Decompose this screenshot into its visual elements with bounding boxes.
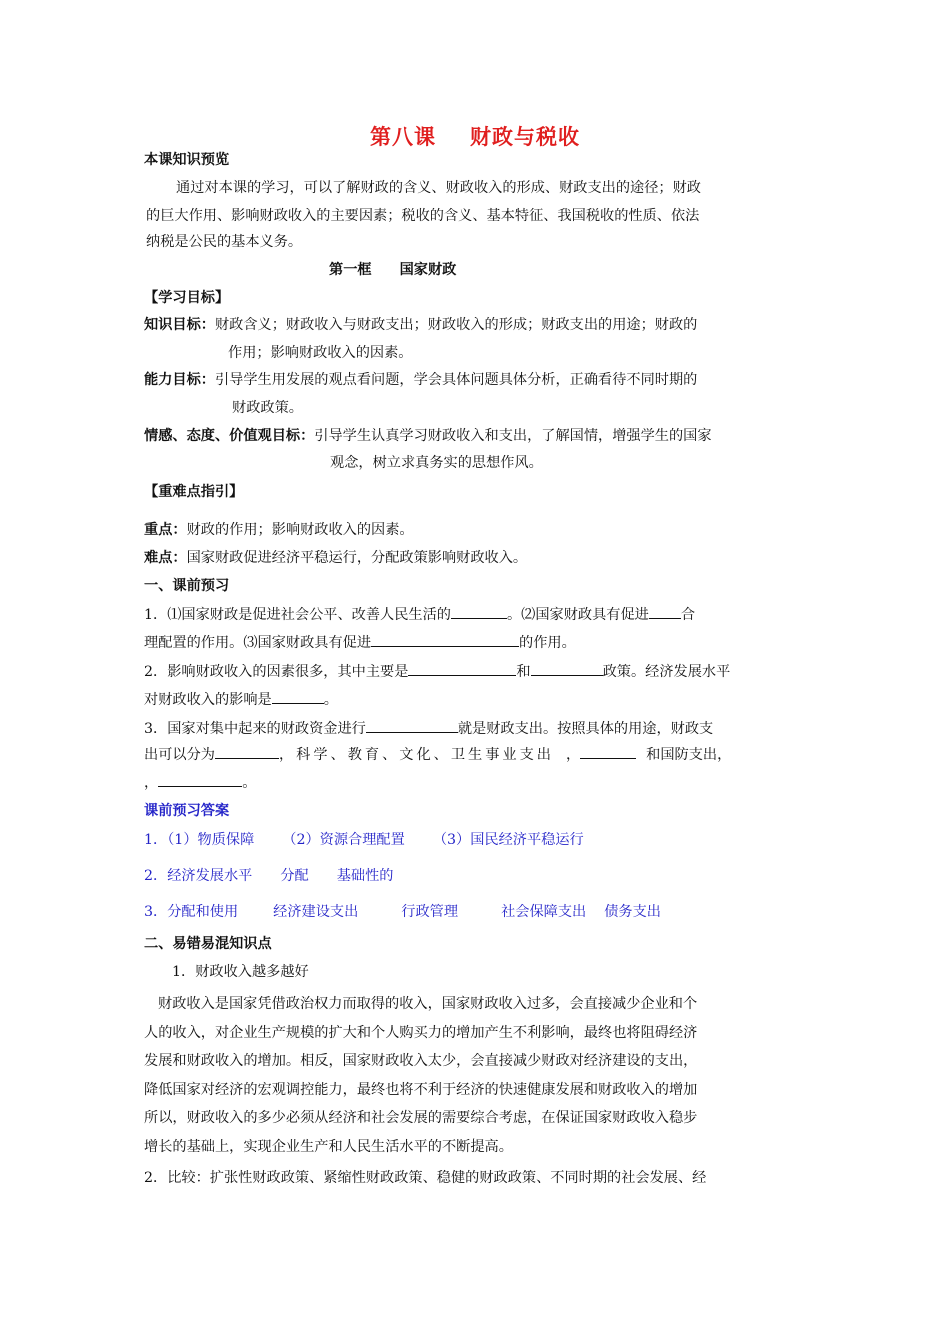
question-text: 2．影响财政收入的因素很多，其中主要是 — [144, 664, 409, 680]
emotion-goal-label: 情感、态度、价值观目标： — [144, 428, 315, 444]
answer-text: 1． — [144, 832, 168, 848]
question-text: ， — [144, 775, 159, 791]
question-1-line-1 — [144, 604, 695, 625]
difficulty-line — [144, 548, 527, 568]
knowledge-goal-line-2: 作用；影响财政收入的因素。 — [228, 345, 413, 361]
emotion-goal-line-2: 观念，树立求真务实的思想作风。 — [330, 455, 543, 471]
answer-text: （2）资源合理配置 — [282, 832, 405, 848]
answer-blank[interactable] — [580, 744, 636, 759]
question-text: 理配置的作用。⑶国家财政具有促进 — [144, 635, 372, 651]
question-text: 3．国家对集中起来的财政资金进行 — [144, 721, 366, 737]
lesson-topic: 财政与税收 — [470, 125, 580, 149]
answer-blank[interactable] — [649, 604, 681, 619]
emotion-goal-line — [144, 426, 712, 446]
answer-text: 分配 — [280, 868, 309, 884]
question-text: 。⑵国家财政具有促进 — [506, 607, 649, 623]
ability-goal-line — [144, 370, 697, 390]
question-text: 出可以分为 — [144, 747, 215, 763]
answers-heading: 课前预习答案 — [144, 803, 230, 819]
mistake-item-1-line: 发展和财政收入的增加。相反，国家财政收入太少，会直接减少财政对经济建设的支出， — [144, 1053, 698, 1069]
mistake-item-1-line: 人的收入，对企业生产规模的扩大和个人购买力的增加产生不利影响，最终也将阻碍经济 — [144, 1025, 698, 1041]
question-text: 。 — [242, 775, 257, 791]
answer-text: 经济建设支出 — [273, 904, 359, 920]
preview-line: 纳税是公民的基本义务。 — [146, 234, 303, 250]
preview-line: 通过对本课的学习，可以了解财政的含义、财政收入的形成、财政支出的途径；财政 — [176, 180, 701, 196]
preview-heading: 本课知识预览 — [144, 152, 230, 168]
question-text: 的作用。 — [519, 635, 576, 651]
difficulty-label: 难点： — [144, 550, 187, 566]
question-text: 政策。经济发展水平 — [602, 664, 731, 680]
mistakes-heading: 二、易错易混知识点 — [144, 936, 272, 952]
focus-line — [144, 520, 414, 540]
mistake-item-1-title: 1．财政收入越多越好 — [172, 964, 309, 980]
answer-text: 基础性的 — [336, 868, 394, 884]
question-text: 和 — [516, 664, 531, 680]
question-text: 就是财政支出。按照具体的用途，财政支 — [457, 721, 714, 737]
goals-heading: 【学习目标】 — [144, 290, 230, 306]
answer-blank[interactable] — [531, 661, 603, 676]
answer-line-2 — [144, 866, 394, 886]
preclass-heading: 一、课前预习 — [144, 578, 230, 594]
answer-blank[interactable] — [371, 632, 519, 647]
frame-label: 第一框 — [329, 262, 372, 278]
question-2-line-1 — [144, 661, 730, 682]
answer-blank[interactable] — [215, 744, 279, 759]
question-text: 1．⑴国家财政是促进社会公平、改善人民生活的 — [144, 607, 451, 623]
lesson-title — [0, 121, 950, 151]
question-text: 合 — [680, 607, 696, 623]
question-3-line-2 — [144, 744, 731, 765]
mistake-item-2: 2．比较：扩张性财政政策、紧缩性财政政策、稳健的财政政策、不同时期的社会发展、经 — [144, 1170, 707, 1186]
answer-blank[interactable] — [451, 604, 507, 619]
focus-label: 重点： — [144, 522, 187, 538]
mistake-item-1-line: 财政收入是国家凭借政治权力而取得的收入，国家财政收入过多，会直接减少企业和个 — [158, 996, 698, 1012]
question-3-line-1 — [144, 718, 713, 739]
preview-line: 的巨大作用、影响财政收入的主要因素；税收的含义、基本特征、我国税收的性质、依法 — [146, 208, 700, 224]
difficulty-text: 国家财政促进经济平稳运行，分配政策影响财政收入。 — [186, 550, 528, 566]
question-text: 。 — [323, 692, 338, 708]
answer-text: （3）国民经济平稳运行 — [432, 832, 584, 848]
emotion-goal-text: 引导学生认真学习财政收入和支出，了解国情，增强学生的国家 — [314, 428, 712, 444]
keypoints-heading: 【重难点指引】 — [144, 484, 244, 500]
answer-text: 2．经济发展水平 — [144, 868, 253, 884]
answer-text: （1）物质保障 — [167, 832, 255, 848]
mistake-item-1-line: 所以，财政收入的多少必须从经济和社会发展的需要综合考虑，在保证国家财政收入稳步 — [144, 1110, 698, 1126]
ability-goal-label: 能力目标： — [144, 372, 215, 388]
question-text: ， — [565, 747, 581, 763]
question-text: ，科学、教育、文化、卫生事业支出 — [278, 747, 554, 763]
answer-blank[interactable] — [408, 661, 516, 676]
answer-text: 社会保障支出 — [501, 904, 587, 920]
focus-text: 财政的作用；影响财政收入的因素。 — [186, 522, 414, 538]
ability-goal-text: 引导学生用发展的观点看问题，学会具体问题具体分析，正确看待不同时期的 — [214, 372, 698, 388]
lesson-number: 第八课 — [370, 125, 436, 149]
answer-blank[interactable] — [272, 689, 324, 704]
answer-blank[interactable] — [366, 718, 458, 733]
frame-title — [329, 260, 456, 280]
answer-text: 3．分配和使用 — [144, 904, 239, 920]
question-1-line-2 — [144, 632, 576, 653]
knowledge-goal-text: 财政含义；财政收入与财政支出；财政收入的形成；财政支出的用途；财政的 — [214, 317, 698, 333]
ability-goal-line-2: 财政政策。 — [232, 400, 303, 416]
answer-text: 行政管理 — [401, 904, 459, 920]
knowledge-goal-label: 知识目标： — [144, 317, 215, 333]
answer-line-3 — [144, 902, 661, 922]
mistake-item-1-line: 降低国家对经济的宏观调控能力，最终也将不利于经济的快速健康发展和财政收入的增加 — [144, 1082, 698, 1098]
answer-blank[interactable] — [158, 772, 242, 787]
answer-text: 债务支出 — [604, 904, 661, 920]
question-text: 和国防支出， — [646, 747, 732, 763]
question-3-line-3 — [144, 772, 256, 793]
knowledge-goal-line — [144, 315, 697, 335]
mistake-item-1-line: 增长的基础上，实现企业生产和人民生活水平的不断提高。 — [144, 1139, 513, 1155]
answer-line-1 — [144, 830, 584, 850]
frame-name: 国家财政 — [399, 262, 457, 278]
question-2-line-2 — [144, 689, 338, 710]
question-text: 对财政收入的影响是 — [144, 692, 272, 708]
